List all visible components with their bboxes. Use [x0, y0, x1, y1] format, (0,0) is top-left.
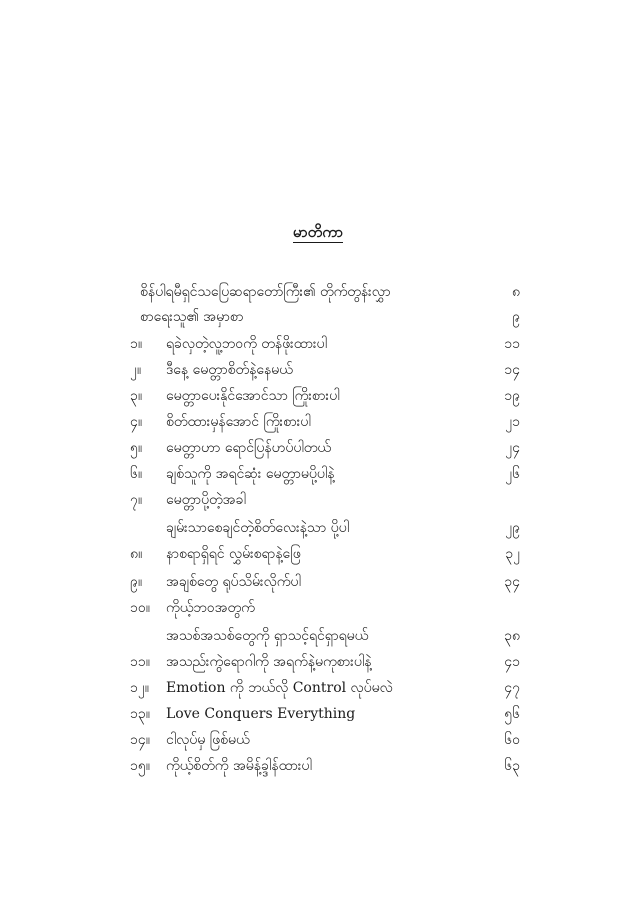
toc-entry-page: ၄၁ [504, 654, 520, 670]
toc-entry [0, 305, 636, 329]
toc-entry [0, 332, 636, 356]
page-title [0, 223, 636, 245]
toc-entry [0, 436, 636, 460]
toc-entry-title: အသစ်အသစ်တွေကို ရှာသင့်ရင်ရှာရမယ် [166, 628, 369, 644]
toc-entry-title: စိတ်ထားမှန်အောင် ကြိုးစားပါ [166, 414, 311, 430]
toc-entry-number: ၁၂။ [130, 680, 149, 696]
toc-entry-title: မေတ္တာပို့တဲ့အခါ [166, 492, 246, 508]
toc-entry-title: စိန်ပါရမီရှင်သပြေဆရာတော်ကြီး၏ တိုက်တွန်းလွှာ [140, 284, 391, 300]
toc-entry-number: ၃။ [130, 388, 143, 404]
toc-entry [0, 410, 636, 434]
toc-entry [0, 624, 636, 648]
toc-entry-title: ကိုယ့်စိတ်ကို အမိန့်ခ္ဒါန်ထားပါ [166, 758, 312, 774]
toc-entry-number: ၄။ [130, 414, 143, 430]
toc-entry-number: ၂။ [130, 362, 142, 378]
toc-entry-page: ၆၀ [504, 732, 520, 748]
toc-entry [0, 280, 636, 304]
toc-entry-page: ၂၆ [505, 466, 520, 482]
toc-entry-page: ၂၄ [505, 440, 520, 456]
toc-entry [0, 384, 636, 408]
toc-entry-number: ၁။ [130, 336, 143, 352]
toc-entry-title: ကိုယ့်ဘဝအတွက် [166, 600, 255, 616]
toc-entry-title: ငါလုပ်မှ ဖြစ်မယ် [166, 732, 250, 748]
toc-entry-title: ချမ်းသာစေချင်တဲ့စိတ်လေးနဲ့သာ ပို့ပါ [166, 520, 350, 536]
toc-entry-page: ၁၁ [504, 336, 520, 352]
toc-entry [0, 728, 636, 752]
toc-entry-page: ၃၈ [504, 628, 520, 644]
toc-entry [0, 754, 636, 778]
toc-entry-page: ၆၃ [504, 758, 520, 774]
toc-entry-title: ရခဲလှတဲ့လူ့ဘဝကို တန်ဖိုးထားပါ [166, 336, 327, 352]
toc-entry-page: ၂၁ [505, 414, 520, 430]
toc-entry-number: ၁၀။ [130, 600, 150, 616]
toc-entry-number: ၅။ [130, 440, 143, 456]
toc-entry-number: ၁၄။ [130, 732, 150, 748]
toc-entry-page: ၅၆ [504, 706, 520, 722]
toc-entry-title: Emotion ကို ဘယ်လို Control လုပ်မလဲ [166, 680, 393, 696]
toc-entry [0, 650, 636, 674]
toc-entry [0, 462, 636, 486]
toc-entry-number: ၆။ [130, 466, 143, 482]
toc-entry-page: ၁၉ [504, 388, 520, 404]
toc-entry-title: စာရေးသူ၏ အမှာစာ [140, 309, 244, 325]
toc-entry [0, 542, 636, 566]
toc-entry [0, 358, 636, 382]
toc-entry-page: ၄၇ [504, 680, 520, 696]
toc-entry-page: ၂၉ [505, 520, 520, 536]
toc-entry [0, 570, 636, 594]
toc-entry-title: နာစရာရှိရင် လွှမ်းစရာနဲ့ဖြေ [166, 546, 301, 562]
toc-entry-number: ၁၅။ [130, 758, 150, 774]
toc-entry [0, 516, 636, 540]
toc-entry-title: မေတ္တာဟာ ရောင်ပြန်ဟပ်ပါတယ် [166, 440, 331, 456]
toc-entry-number: ၈။ [130, 546, 143, 562]
toc-entry-page: ၃၄ [504, 574, 520, 590]
toc-entry-title: အချစ်တွေ ရုပ်သိမ်းလိုက်ပါ [166, 574, 301, 590]
toc-entry-title: မေတ္တာပေးနိုင်အောင်သာ ကြိုးစားပါ [166, 388, 340, 404]
toc-entry-page: ၁၄ [504, 362, 520, 378]
toc-entry-title: ချစ်သူကို အရင်ဆုံး မေတ္တာမပို့ပါနဲ့ [166, 466, 335, 482]
toc-entry-page: ၃၂ [505, 546, 520, 562]
toc-entry-title: အသည်းကွဲရောဂါကို အရက်နဲ့မကုစားပါနဲ့ [166, 654, 372, 670]
toc-entry [0, 676, 636, 700]
toc-entry-number: ၇။ [130, 492, 143, 508]
page-title-text: မာတိကာ [292, 223, 344, 241]
toc-entry-number: ၁၁။ [130, 654, 150, 670]
toc-entry-title: Love Conquers Everything [166, 706, 356, 722]
toc-entry [0, 702, 636, 726]
toc-entry [0, 596, 636, 620]
toc-entry [0, 488, 636, 512]
toc-entry-number: ၁၃။ [130, 706, 150, 722]
toc-entry-number: ၉။ [130, 574, 143, 590]
toc-entry-page: ၈ [512, 284, 520, 300]
toc-entry-page: ၉ [512, 309, 520, 325]
toc-entry-title: ဒီနေ့ မေတ္တာစိတ်နဲ့နေမယ် [166, 362, 293, 378]
